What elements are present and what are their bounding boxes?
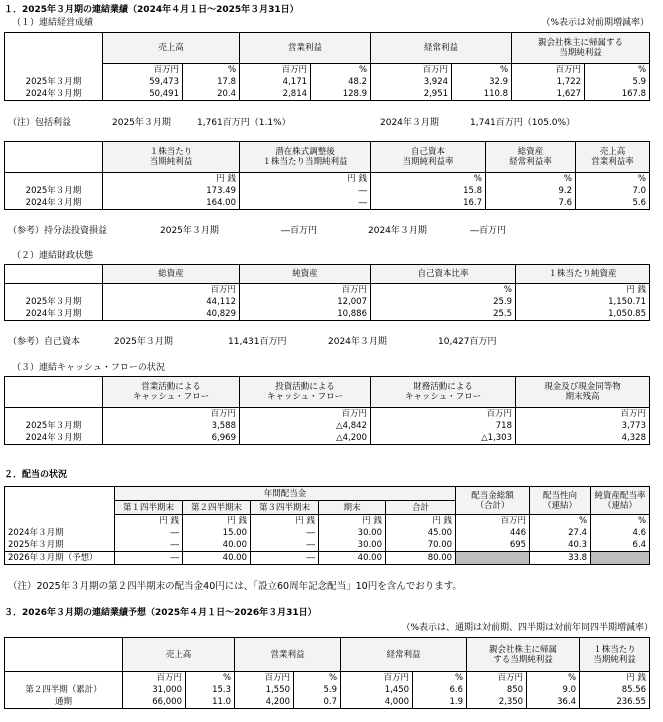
table-row: 第２四半期（累計） 31,000 15.3 1,550 5.9 1,450 6.6 850 9.0 85.56 bbox=[5, 684, 650, 696]
col-operating-profit: 営業利益 bbox=[240, 33, 371, 64]
table-row: 2024年３月期 164.00 ― 16.7 7.6 5.6 bbox=[5, 197, 650, 210]
table-row: 2025年３月期 44,112 12,007 25.9 1,150.71 bbox=[5, 296, 650, 308]
col-roe: 自己資本 当期純利益率 bbox=[371, 142, 486, 173]
financial-position-table: 総資産 純資産 自己資本比率 １株当たり純資産 百万円 百万円 % 円 銭 2025年３月期 44,112 12,007 25.9 1,150.71 2024年３月期 40,829 10,886 25.5 1,050.85 bbox=[4, 264, 650, 321]
table-row: 2025年３月期 173.49 ― 15.8 9.2 7.0 bbox=[5, 185, 650, 197]
col-diluted-eps: 潜在株式調整後 １株当たり当期純利益 bbox=[240, 142, 371, 173]
unit: % bbox=[183, 64, 240, 77]
table-row: 2024年３月期 40,829 10,886 25.5 1,050.85 bbox=[5, 308, 650, 321]
unit: % bbox=[585, 64, 650, 77]
equity-capital-value1: 11,431百万円 bbox=[228, 337, 287, 347]
forecast-pct-note: （%表示は、通期は対前期、四半期は対前年同四半期増減率） bbox=[401, 623, 653, 633]
equity-capital-label: （参考）自己資本 bbox=[8, 337, 81, 347]
equity-method-label: （参考）持分法投資損益 bbox=[8, 226, 108, 236]
table-row: 2024年３月期 50,491 20.4 2,814 128.9 2,951 110.8 1,627 167.8 bbox=[5, 88, 650, 101]
col-ordinary-profit: 経常利益 bbox=[371, 33, 512, 64]
col-eps: １株当たり 当期純利益 bbox=[103, 142, 240, 173]
equity-method-value1: ―百万円 bbox=[281, 226, 318, 236]
per-share-table: １株当たり 当期純利益 潜在株式調整後 １株当たり当期純利益 自己資本 当期純利益率 総資産 経常利益率 売上高 営業利益率 円 銭 円 銭 % % % 2025年３月期 173.49 ― 15.8 9.2 7.0 2024年３月期 164.00 ― 16.7 7.6 5.6 bbox=[4, 141, 650, 210]
annual-dividend-header: 年間配当金 bbox=[115, 487, 456, 501]
unit: % bbox=[311, 64, 371, 77]
table-row: 通期 66,000 11.0 4,200 0.7 4,000 1.9 2,350 36.4 236.55 bbox=[5, 696, 650, 709]
unit: 百万円 bbox=[240, 64, 311, 77]
unit: % bbox=[452, 64, 512, 77]
table-row: 2024年３月期 ― 15.00 ― 30.00 45.00 446 27.4 4.6 bbox=[5, 527, 650, 539]
consolidated-results-table bbox=[4, 32, 650, 101]
equity-method-value2: ―百万円 bbox=[470, 226, 507, 236]
financial-position-heading: （２）連結財政状態 bbox=[12, 251, 94, 261]
col-net-income: 親会社株主に帰属する 当期純利益 bbox=[512, 33, 650, 64]
unit: 百万円 bbox=[371, 64, 452, 77]
comprehensive-income-period2: 2024年３月期 bbox=[380, 118, 439, 128]
comprehensive-income-label: （注）包括利益 bbox=[8, 118, 72, 128]
equity-capital-period1: 2025年３月期 bbox=[114, 337, 173, 347]
shaded-cell bbox=[456, 552, 530, 565]
section1-title: １．2025年３月期の連結業績（2024年４月１日～2025年３月31日） bbox=[4, 5, 299, 15]
equity-capital-period2: 2024年３月期 bbox=[328, 337, 387, 347]
pct-note: （%表示は対前期増減率） bbox=[541, 18, 649, 28]
col-roa: 総資産 経常利益率 bbox=[486, 142, 576, 173]
equity-capital-value2: 10,427百万円 bbox=[438, 337, 497, 347]
table-row: 2025年３月期 3,588 △4,842 718 3,773 bbox=[5, 420, 650, 432]
forecast-table: 売上高 営業利益 経常利益 親会社株主に帰属 する当期純利益 １株当たり 当期純利益 百万円 % 百万円 % 百万円 % 百万円 % 円 銭 第２四半期（累計） 31,000 15.3 1,550 5.9 1,450 6.6 850 9.0 85.56 通期 66,000 11.0 4,200 0.7 4,000 1.9 2,350 36.4 236.55 bbox=[4, 637, 650, 709]
unit: 百万円 bbox=[512, 64, 585, 77]
table-row: 2025年３月期 59,473 17.8 4,171 48.2 3,924 32.9 1,722 5.9 bbox=[5, 76, 650, 88]
comprehensive-income-period1: 2025年３月期 bbox=[112, 118, 171, 128]
dividend-note: （注）2025年３月期の第２四半期末の配当金40円には、「設立60周年記念配当」10円を含んでおります。 bbox=[8, 581, 462, 592]
col-op-margin: 売上高 営業利益率 bbox=[576, 142, 650, 173]
dividends-title: ２．配当の状況 bbox=[4, 470, 68, 480]
cash-flow-table: 営業活動による キャッシュ・フロー 投資活動による キャッシュ・フロー 財務活動による キャッシュ・フロー 現金及び現金同等物 期末残高 百万円 百万円 百万円 百万円 2025年３月期 3,588 △4,842 718 3,773 2024年３月期 6,969 △4,200 △1,303 4,328 bbox=[4, 376, 650, 445]
col-sales: 売上高 bbox=[103, 33, 240, 64]
shaded-cell bbox=[591, 552, 650, 565]
comprehensive-income-value2: 1,741百万円（105.0%） bbox=[470, 118, 576, 128]
equity-method-period1: 2025年３月期 bbox=[160, 226, 219, 236]
unit: 百万円 bbox=[103, 64, 183, 77]
table-row: 2024年３月期 6,969 △4,200 △1,303 4,328 bbox=[5, 432, 650, 445]
table-row: 2026年３月期（予想） ― 40.00 ― 40.00 80.00 33.8 bbox=[5, 552, 650, 565]
equity-method-period2: 2024年３月期 bbox=[368, 226, 427, 236]
comprehensive-income-value1: 1,761百万円（1.1%） bbox=[197, 118, 291, 128]
table-row: 2025年３月期 ― 40.00 ― 30.00 70.00 695 40.3 6.4 bbox=[5, 539, 650, 552]
dividends-table: 年間配当金 配当金総額 （合計） 配当性向 （連結） 純資産配当率 （連結） 第１四半期末 第２四半期末 第３四半期末 期末 合計 円 銭 円 銭 円 銭 円 銭 円 銭 百万円 % % 2024年３月期 ― 15.00 ― 30.00 45.00 446 27.4 4.6 2025年３月期 ― 40.00 ― 30.00 70.00 695 40.3 6.4 2026年３月期（予想） ― 40.00 ― 40.00 80.00 33.8 bbox=[4, 486, 650, 565]
cash-flow-heading: （３）連結キャッシュ・フローの状況 bbox=[12, 363, 165, 373]
consolidated-results-heading: （１）連結経営成績 bbox=[12, 18, 94, 28]
forecast-title: ３．2026年３月期の連結業績予想（2025年４月１日～2026年３月31日） bbox=[4, 608, 317, 618]
